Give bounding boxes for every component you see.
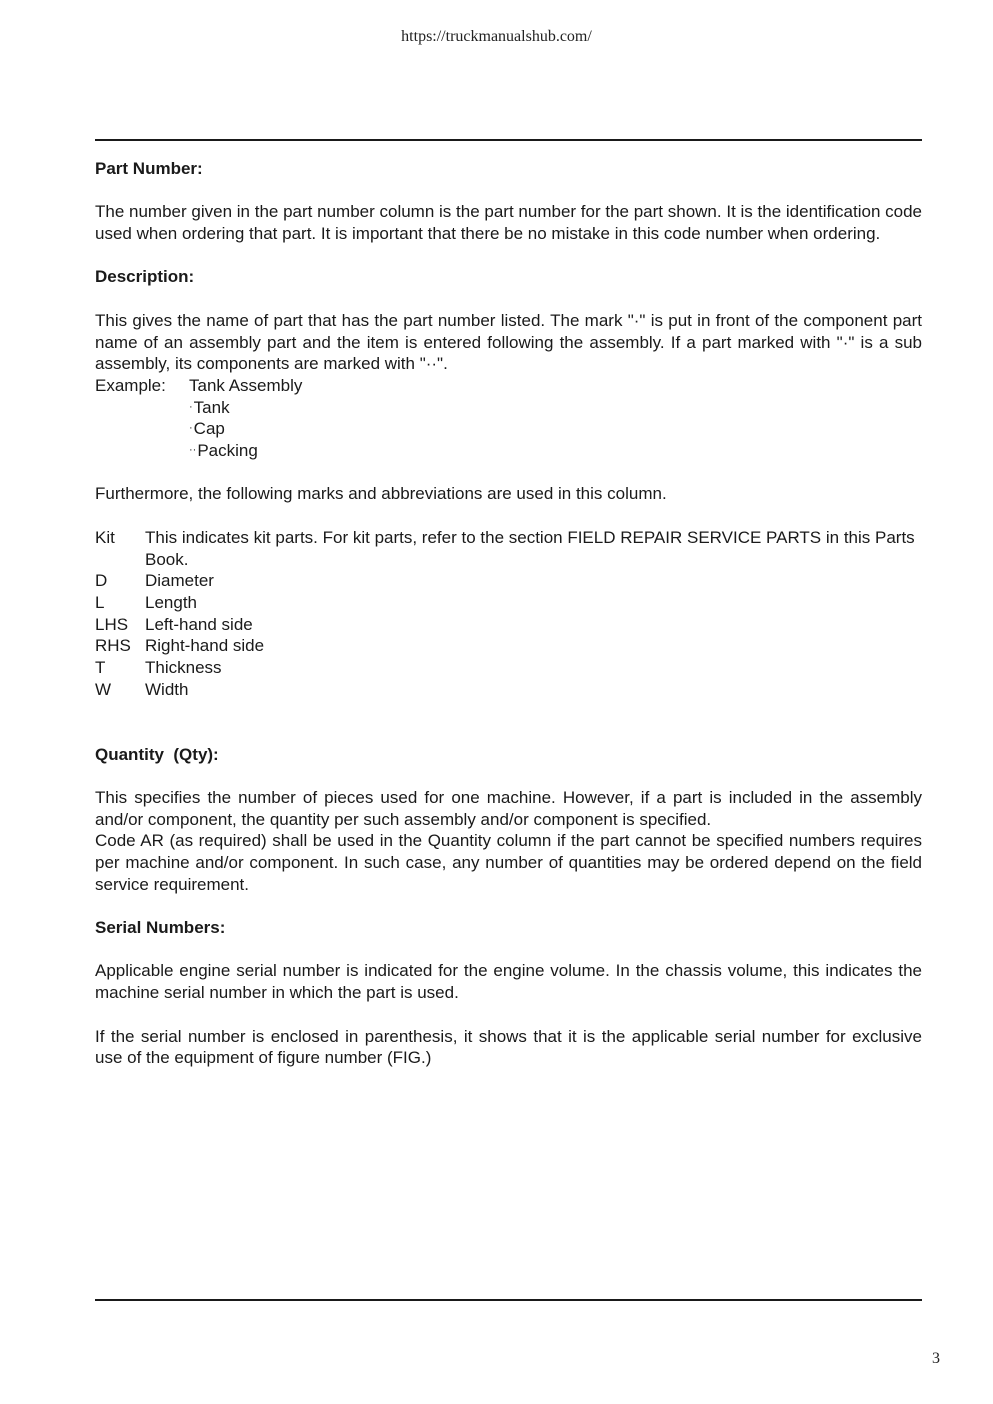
quantity-ar-paragraph: Code AR (as required) shall be used in the Quantity column if the part cannot be specified numbers requires per machine and/or component. In such case, any number of quantities may be ordered depend on the field service requirement. — [95, 831, 922, 894]
abbreviation-row — [95, 679, 922, 701]
header-url: https://truckmanualshub.com/ — [401, 28, 592, 45]
abbreviation-row — [95, 614, 922, 636]
example-assembly: Tank Assembly — [189, 375, 303, 395]
abbreviation-row — [95, 527, 922, 570]
example-item — [95, 418, 922, 440]
abbreviation-meaning: Diameter — [145, 571, 214, 591]
abbreviation-meaning: Width — [145, 679, 189, 699]
serial-numbers-heading: Serial Numbers: — [95, 918, 226, 938]
example-row — [95, 375, 922, 397]
abbreviation-meaning: Left-hand side — [145, 614, 253, 634]
abbreviation-row — [95, 592, 922, 614]
abbreviation-code: RHS — [95, 636, 131, 656]
quantity-heading: Quantity (Qty): — [95, 744, 219, 764]
component-mark: · — [189, 422, 193, 435]
serial-parenthesis-paragraph: If the serial number is enclosed in parenthesis, it shows that it is the applicable serial number for exclusive use of the equipment of figure number (FIG.) — [95, 1026, 922, 1068]
example-label: Example: — [95, 375, 166, 395]
part-number-heading: Part Number: — [95, 159, 203, 178]
example-item — [95, 397, 922, 419]
abbreviation-code: Kit — [95, 527, 115, 547]
example-item-name: Cap — [193, 419, 225, 439]
component-mark: · — [189, 400, 193, 413]
part-number-paragraph: The number given in the part number column is the part number for the part shown. It is the identification code used when ordering that part. It is important that there be no mistake in this code number when ordering. — [95, 202, 922, 244]
abbreviation-code: T — [95, 658, 106, 678]
description-heading: Description: — [95, 267, 195, 287]
serial-numbers-paragraph: Applicable engine serial number is indicated for the engine volume. In the chassis volume, this indicates the machine serial number in which the part is used. — [95, 961, 922, 1003]
abbreviation-meaning: This indicates kit parts. For kit parts, refer to the section FIELD REPAIR SERVICE PARTS in this Parts Book. — [145, 527, 915, 569]
abbreviation-code: L — [95, 592, 105, 612]
page-number: 3 — [932, 1350, 940, 1367]
example-item-name: Tank — [193, 397, 230, 417]
sub-component-mark: ·· — [189, 444, 197, 457]
bottom-divider — [95, 1299, 922, 1301]
abbreviation-code: D — [95, 571, 108, 591]
abbreviation-list — [95, 527, 922, 701]
example-item-name: Packing — [197, 441, 258, 461]
description-paragraph: This gives the name of part that has the part number listed. The mark "·" is put in front of the component part name of an assembly part and the item is entered following the assembly. If a part marked with "·" is a sub assembly, its components are marked with "··". — [95, 310, 922, 374]
abbreviation-code: LHS — [95, 614, 129, 634]
abbreviation-meaning: Right-hand side — [145, 636, 265, 656]
abbreviation-row — [95, 570, 922, 592]
abbreviation-meaning: Length — [145, 592, 197, 612]
quantity-paragraph: This specifies the number of pieces used for one machine. However, if a part is included in the assembly and/or component, the quantity per such assembly and/or component is specified. — [95, 787, 922, 829]
abbreviation-row — [95, 657, 922, 679]
abbreviation-meaning: Thickness — [145, 658, 222, 678]
example-item — [95, 440, 922, 462]
top-divider — [95, 139, 922, 141]
furthermore-paragraph: Furthermore, the following marks and abbreviations are used in this column. — [95, 484, 667, 504]
abbreviation-row — [95, 635, 922, 657]
document-body — [95, 158, 922, 1069]
abbreviation-code: W — [95, 679, 112, 699]
